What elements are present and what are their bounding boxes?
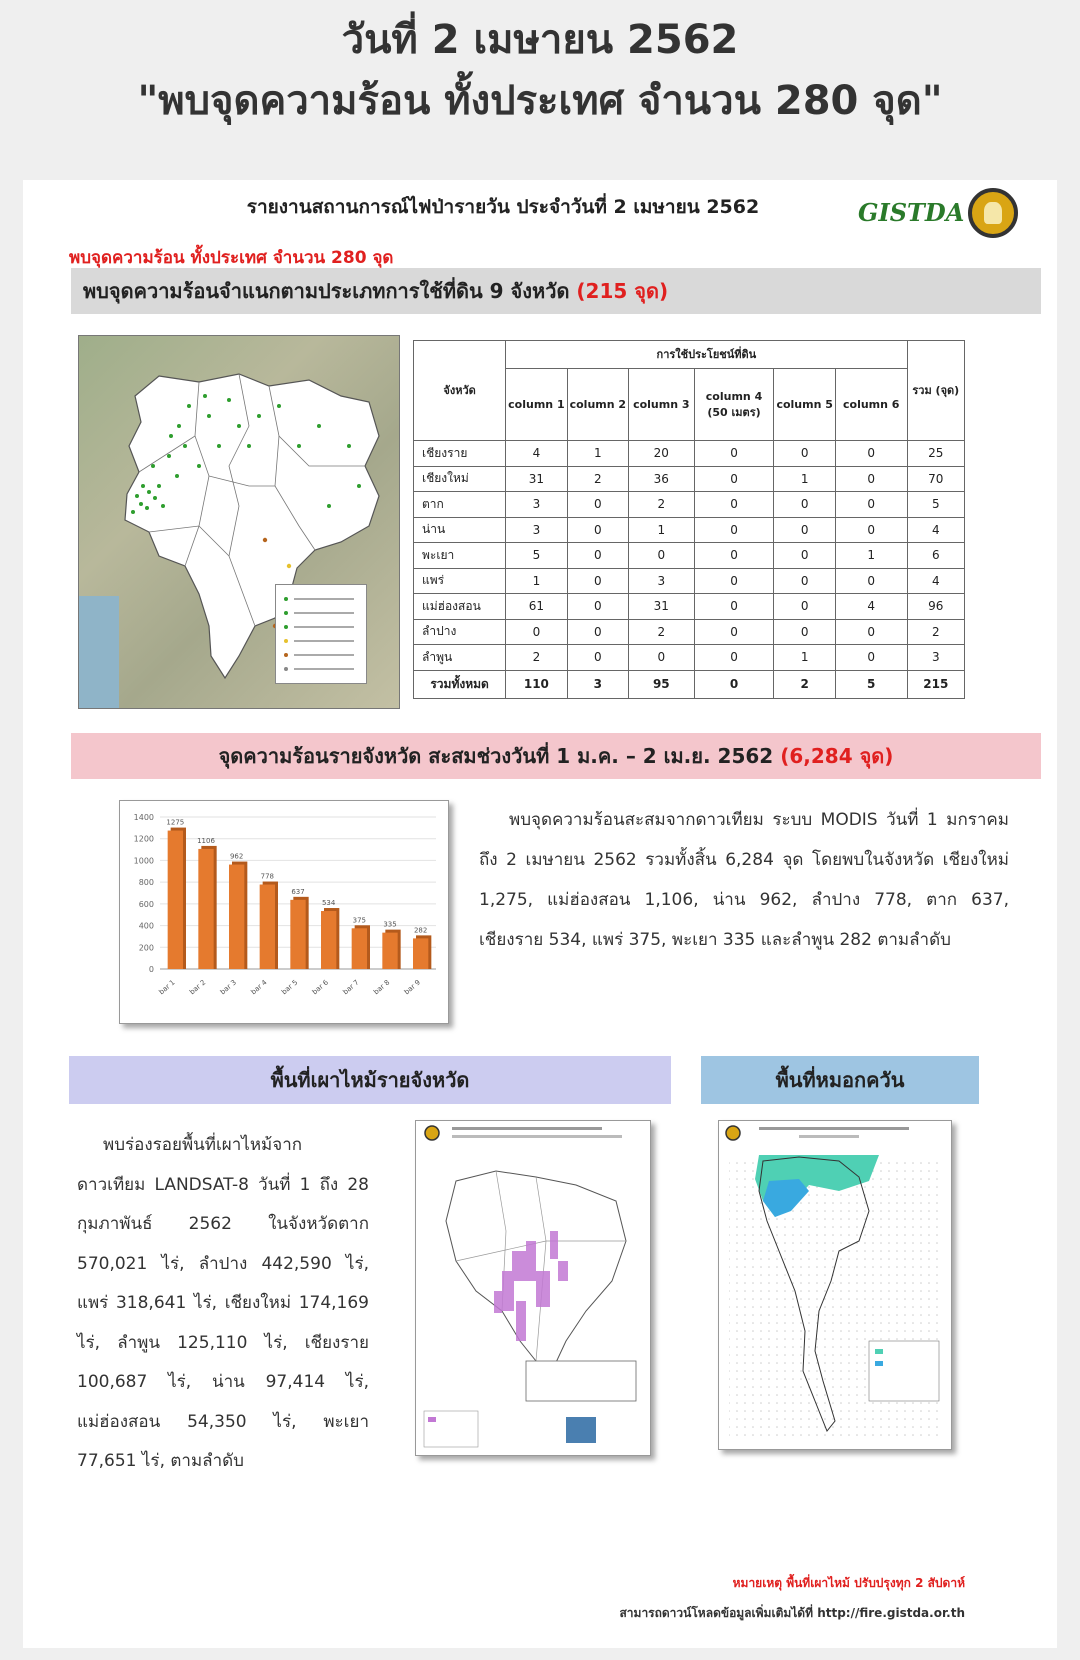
- value-cell: 95: [629, 670, 695, 698]
- value-cell: 4: [835, 594, 907, 620]
- province-cell: แม่ฮ่องสอน: [414, 594, 506, 620]
- section-cumulative-header: [71, 733, 1041, 779]
- value-cell: 2: [567, 466, 628, 492]
- value-cell: 0: [835, 568, 907, 594]
- province-cell: ตาก: [414, 492, 506, 518]
- province-header: จังหวัด: [414, 341, 506, 441]
- y-tick-label: 200: [138, 943, 154, 953]
- value-cell: 0: [694, 492, 774, 518]
- total-cell: 2: [907, 619, 964, 645]
- section-landuse-label: พบจุดความร้อนจำแนกตามประเภทการใช้ที่ดิน 9 จังหวัด: [83, 279, 570, 303]
- table-row: [414, 441, 965, 467]
- bar-value-label: 637: [291, 887, 305, 896]
- value-cell: 31: [506, 466, 567, 492]
- x-tick-label: bar 9: [402, 978, 422, 997]
- value-cell: 0: [774, 441, 835, 467]
- landuse-table-body: [414, 441, 965, 699]
- value-cell: 1: [506, 568, 567, 594]
- burned-legend: [424, 1411, 478, 1447]
- table-total-row: [414, 670, 965, 698]
- table-row: [414, 568, 965, 594]
- map-legend: [275, 584, 367, 684]
- column-header: column 6: [835, 369, 907, 441]
- x-tick-label: bar 3: [218, 978, 238, 997]
- value-cell: 0: [835, 492, 907, 518]
- bar: [382, 933, 397, 969]
- footer-download-label: สามารถดาวน์โหลดข้อมูลเพิ่มเติมได้ที่: [619, 1606, 814, 1620]
- value-cell: 31: [629, 594, 695, 620]
- total-cell: 6: [907, 543, 964, 569]
- y-tick-label: 800: [138, 878, 154, 888]
- x-tick-label: bar 6: [310, 978, 330, 997]
- province-cell: รวมทั้งหมด: [414, 670, 506, 698]
- value-cell: 0: [774, 543, 835, 569]
- x-tick-label: bar 8: [372, 978, 392, 997]
- value-cell: 3: [567, 670, 628, 698]
- y-tick-label: 0: [148, 965, 154, 974]
- heading-date: วันที่ 2 เมษายน 2562: [341, 17, 739, 63]
- footer-note: หมายเหตุ พื้นที่เผาไหม้ ปรับปรุงทุก 2 สัปดาห์: [732, 1576, 965, 1590]
- table-row: [414, 594, 965, 620]
- value-cell: 0: [694, 517, 774, 543]
- value-cell: 0: [774, 517, 835, 543]
- section-burned-header: พื้นที่เผาไหม้รายจังหวัด: [69, 1056, 671, 1104]
- table-row: [414, 492, 965, 518]
- value-cell: 1: [629, 517, 695, 543]
- x-tick-label: bar 2: [188, 978, 208, 997]
- cumulative-paragraph: พบจุดความร้อนสะสมจากดาวเทียม ระบบ MODIS วันที่ 1 มกราคม ถึง 2 เมษายน 2562 รวมทั้งสิ้น 6,284 จุด โดยพบในจังหวัด เชียงใหม่ 1,275, แม่ฮ่องสอน 1,106, น่าน 962, ลำปาง 778, ตาก 637, เชียงราย 534, แพร่ 375, พะเยา 335 และลำพูน 282 ตามลำดับ: [479, 810, 1009, 950]
- burned-area-map-svg: [416, 1121, 651, 1456]
- burned-inset-map: [566, 1417, 596, 1443]
- province-cell: แพร่: [414, 568, 506, 594]
- value-cell: 5: [506, 543, 567, 569]
- value-cell: 0: [506, 619, 567, 645]
- value-cell: 0: [774, 594, 835, 620]
- value-cell: 0: [835, 441, 907, 467]
- value-cell: 0: [774, 492, 835, 518]
- value-cell: 0: [694, 543, 774, 569]
- haze-map-svg: [719, 1121, 952, 1450]
- total-cell: 4: [907, 568, 964, 594]
- burned-table-inset: [526, 1361, 636, 1401]
- value-cell: 2: [629, 492, 695, 518]
- total-cell: 96: [907, 594, 964, 620]
- footer-download: [583, 1604, 965, 1623]
- province-cell: เชียงใหม่: [414, 466, 506, 492]
- value-cell: 3: [629, 568, 695, 594]
- total-cell: 25: [907, 441, 964, 467]
- burned-area-paragraph: พบร่องรอยพื้นที่เผาไหม้จากดาวเทียม LANDSAT-8 วันที่ 1 ถึง 28 กุมภาพันธ์ 2562 ในจังหวัดตาก 570,021 ไร่, ลำปาง 442,590 ไร่, แพร่ 318,641 ไร่, เชียงใหม่ 174,169 ไร่, ลำพูน 125,110 ไร่, เชียงราย 100,687 ไร่, น่าน 97,414 ไร่, แม่ฮ่องสอน 54,350 ไร่, พะเยา 77,651 ไร่, ตามลำดับ: [77, 1135, 369, 1471]
- page-heading: [0, 10, 1080, 132]
- burned-area-map: [415, 1120, 651, 1456]
- y-tick-label: 1000: [133, 856, 154, 866]
- bar: [229, 865, 244, 969]
- total-header: รวม (จุด): [907, 341, 964, 441]
- gistda-logo: [858, 188, 1018, 238]
- bar: [168, 831, 183, 969]
- total-cell: 215: [907, 670, 964, 698]
- bar-chart-svg: [120, 801, 450, 1025]
- value-cell: 0: [694, 568, 774, 594]
- value-cell: 61: [506, 594, 567, 620]
- value-cell: 0: [567, 492, 628, 518]
- column-header: column 4 (50 เมตร): [694, 369, 774, 441]
- bar-value-label: 534: [321, 899, 336, 908]
- section-landuse-count: (215 จุด): [576, 279, 669, 303]
- bar-value-label: 962: [229, 852, 244, 861]
- value-cell: 36: [629, 466, 695, 492]
- value-cell: 5: [835, 670, 907, 698]
- province-cell: น่าน: [414, 517, 506, 543]
- value-cell: 0: [567, 594, 628, 620]
- bar-value-label: 375: [352, 916, 367, 925]
- table-row: [414, 543, 965, 569]
- bar-value-label: 778: [260, 872, 275, 881]
- value-cell: 0: [694, 441, 774, 467]
- bar-value-label: 335: [383, 920, 397, 929]
- table-row: [414, 645, 965, 671]
- value-cell: 0: [567, 568, 628, 594]
- bar: [352, 928, 367, 969]
- fire-report: [23, 180, 1057, 1648]
- bar-value-label: 1275: [166, 818, 185, 827]
- haze-map: [718, 1120, 952, 1450]
- column-header: column 5: [774, 369, 835, 441]
- x-tick-label: bar 7: [341, 978, 361, 997]
- report-subtitle: พบจุดความร้อน ทั้งประเทศ จำนวน 280 จุด: [69, 248, 394, 268]
- value-cell: 0: [629, 645, 695, 671]
- table-row: [414, 466, 965, 492]
- bar-value-label: 282: [413, 926, 428, 935]
- bar-value-label: 1106: [197, 836, 215, 845]
- x-tick-label: bar 5: [280, 978, 300, 997]
- section-cumulative-count: (6,284 จุด): [780, 744, 894, 768]
- value-cell: 0: [567, 619, 628, 645]
- y-tick-label: 1400: [133, 813, 154, 822]
- value-cell: 20: [629, 441, 695, 467]
- value-cell: 0: [694, 619, 774, 645]
- heading-summary: "พบจุดความร้อน ทั้งประเทศ จำนวน 280 จุด": [137, 78, 943, 124]
- value-cell: 0: [835, 466, 907, 492]
- table-row: [414, 619, 965, 645]
- landuse-group-header: การใช้ประโยชน์ที่ดิน: [506, 341, 907, 369]
- y-tick-label: 1200: [133, 834, 154, 844]
- gistda-seal-icon: [968, 188, 1018, 238]
- section-cumulative-label: จุดความร้อนรายจังหวัด สะสมช่วงวันที่ 1 ม.ค. – 2 เม.ย. 2562: [218, 744, 774, 768]
- total-cell: 5: [907, 492, 964, 518]
- value-cell: 0: [694, 645, 774, 671]
- value-cell: 0: [567, 645, 628, 671]
- value-cell: 0: [567, 517, 628, 543]
- x-tick-label: bar 1: [157, 978, 177, 997]
- value-cell: 0: [774, 619, 835, 645]
- value-cell: 0: [774, 568, 835, 594]
- value-cell: 3: [506, 492, 567, 518]
- report-title: รายงานสถานการณ์ไฟป่ารายวัน ประจำวันที่ 2 เมษายน 2562: [246, 196, 760, 218]
- value-cell: 1: [774, 645, 835, 671]
- column-header: column 3: [629, 369, 695, 441]
- value-cell: 0: [835, 619, 907, 645]
- value-cell: 110: [506, 670, 567, 698]
- map2-seal-icon: [425, 1126, 439, 1140]
- bar: [290, 900, 305, 969]
- section-landuse-header: [71, 268, 1041, 314]
- value-cell: 1: [835, 543, 907, 569]
- total-cell: 70: [907, 466, 964, 492]
- value-cell: 3: [506, 517, 567, 543]
- value-cell: 0: [835, 517, 907, 543]
- section-haze-header: พื้นที่หมอกควัน: [701, 1056, 979, 1104]
- value-cell: 2: [629, 619, 695, 645]
- sea-area: [79, 596, 119, 709]
- value-cell: 1: [567, 441, 628, 467]
- province-cell: พะเยา: [414, 543, 506, 569]
- map3-seal-icon: [726, 1126, 740, 1140]
- cumulative-bar-chart: [119, 800, 449, 1024]
- gistda-logo-text: GISTDA: [858, 198, 965, 227]
- province-cell: ลำพูน: [414, 645, 506, 671]
- value-cell: 0: [835, 645, 907, 671]
- table-row: [414, 517, 965, 543]
- x-tick-label: bar 4: [249, 978, 269, 997]
- column-header: column 2: [567, 369, 628, 441]
- fire-gistda-link[interactable]: http://fire.gistda.or.th: [817, 1606, 965, 1620]
- province-cell: เชียงราย: [414, 441, 506, 467]
- value-cell: 2: [774, 670, 835, 698]
- value-cell: 0: [694, 594, 774, 620]
- y-tick-label: 400: [138, 921, 154, 931]
- bar: [321, 911, 336, 969]
- bar: [198, 849, 213, 969]
- y-tick-label: 600: [138, 899, 154, 909]
- value-cell: 2: [506, 645, 567, 671]
- hotspot-map-north: [78, 335, 400, 709]
- bar: [260, 885, 275, 969]
- value-cell: 0: [567, 543, 628, 569]
- value-cell: 4: [506, 441, 567, 467]
- total-cell: 3: [907, 645, 964, 671]
- value-cell: 0: [694, 466, 774, 492]
- province-cell: ลำปาง: [414, 619, 506, 645]
- bar: [413, 938, 428, 969]
- value-cell: 1: [774, 466, 835, 492]
- column-header: column 1: [506, 369, 567, 441]
- value-cell: 0: [629, 543, 695, 569]
- total-cell: 4: [907, 517, 964, 543]
- landuse-table: [413, 340, 965, 699]
- value-cell: 0: [694, 670, 774, 698]
